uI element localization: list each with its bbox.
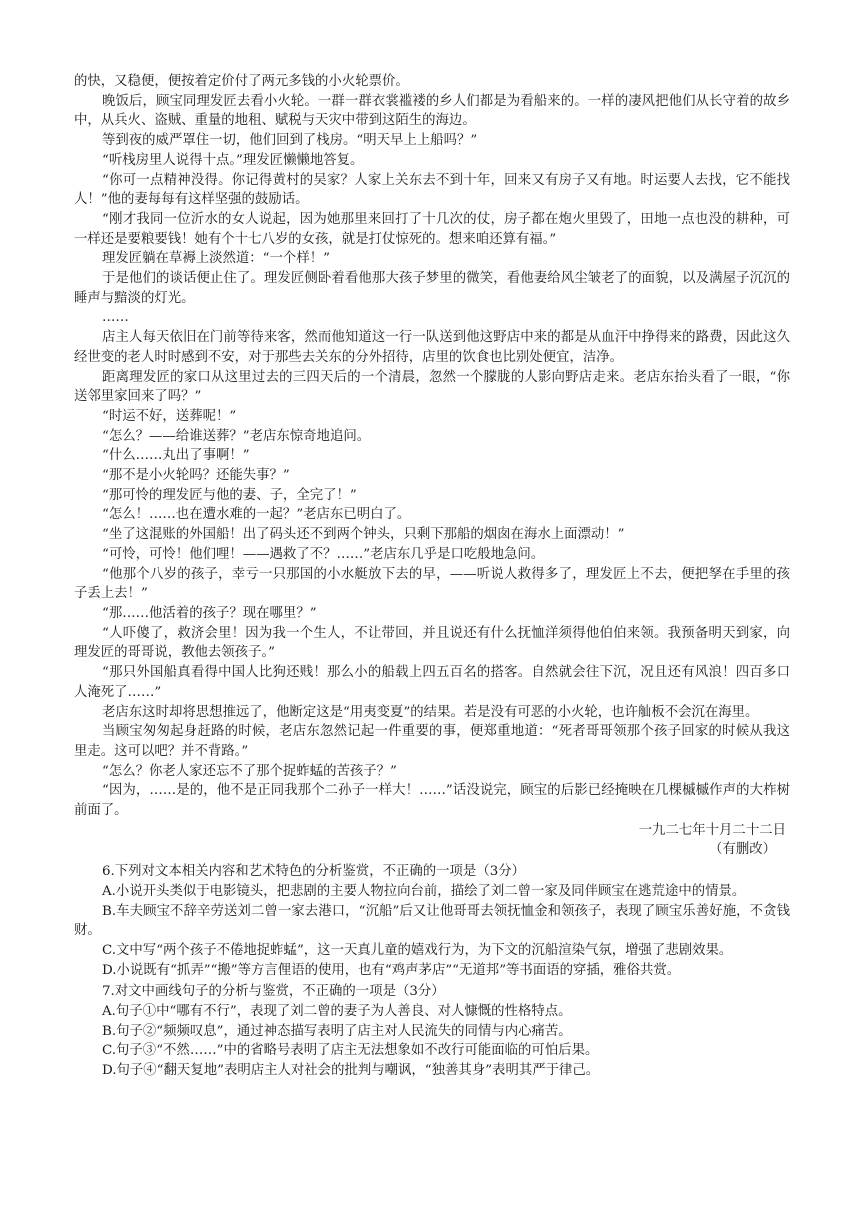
story-paragraph: “坐了这混账的外国船！出了码头还不到两个钟头，只剩下那船的烟囱在海水上面漂动！” (102, 527, 625, 543)
story-paragraph: 晚饭后，顾宝同理发匠去看小火轮。一群一群衣裳褴褛的乡人们都是为看船来的。一样的凄风把他们从长守着的故乡中，从兵火、盗贼、重量的地租、赋税与天灾中带到这陌生的海边。 (74, 93, 790, 129)
story-paragraph: 老店东这时却将思想推远了，他断定这是“用夷变夏”的结果。若是没有可恶的小火轮，也许舢板不会沉在海里。 (102, 704, 759, 720)
revision-note: （有删改） (709, 842, 776, 858)
answer-option: B.句子②“频频叹息”，通过神态描写表明了店主对人民流失的同情与内心痛苦。 (102, 1023, 572, 1039)
story-paragraph: …… (102, 310, 129, 326)
story-paragraph: “怎么？你老人家还忘不了那个捉蚱蜢的苦孩子？” (102, 763, 397, 779)
story-paragraph: “怎么！……也在遭水难的一起？”老店东已明白了。 (102, 507, 411, 523)
story-paragraph: “人吓傻了，救济会里！因为我一个生人，不让带回，并且说还有什么抚恤洋须得他伯伯来领。我预备明天到家，向理发匠的哥哥说，教他去领孩子。” (74, 625, 790, 661)
answer-option: C.句子③“不然……”中的省略号表明了店主无法想象如不改行可能面临的可怕后果。 (102, 1043, 599, 1059)
answer-option: D.句子④“翻天复地”表明店主人对社会的批判与嘲讽，“独善其身”表明其严于律己。 (102, 1063, 600, 1079)
story-paragraph: “他那个八岁的孩子，幸亏一只那国的小水艇放下去的早，——听说人救得多了，理发匠上不去，便把孥在手里的孩子丢上去！” (74, 566, 790, 602)
story-paragraph: 的快，又稳便，便按着定价付了两元多钱的小火轮票价。 (74, 74, 409, 89)
story-paragraph: “因为，……是的，他不是正同我那个二孙子一样大！……”话没说完，顾宝的后影已经掩映在几棵槭槭作声的大柞树前面了。 (74, 783, 790, 819)
question-stem: 7.对文中画线句子的分析与鉴赏，不正确的一项是（3分） (102, 984, 445, 1000)
answer-option: A.句子①中“哪有不行”，表现了刘二曾的妻子为人善良、对人慷慨的性格特点。 (102, 1004, 572, 1020)
story-text (74, 72, 790, 821)
story-paragraph: 距离理发匠的家口从这里过去的三四天后的一个清晨，忽然一个朦胧的人影向野店走来。老店东抬头看了一眼，“你送邻里家回来了吗？” (74, 369, 790, 405)
story-paragraph: “怎么？——给谁送葬？”老店东惊奇地追问。 (102, 428, 371, 444)
story-paragraph: “刚才我同一位沂水的女人说起，因为她那里来回打了十几次的仗，房子都在炮火里毁了，田地一点也没的耕种，可一样还是要粮要钱！她有个十七八岁的女孩，就是打仗惊死的。想来咱还算有福。” (74, 211, 790, 247)
story-paragraph: 于是他们的谈话便止住了。理发匠侧卧着看他那大孩子梦里的微笑，看他妻给风尘皱老了的面貌，以及满屋子沉沉的睡声与黯淡的灯光。 (74, 271, 790, 306)
question-stem: 6.下列对文本相关内容和艺术特色的分析鉴赏，不正确的一项是（3分） (102, 864, 526, 880)
story-paragraph: 等到夜的威严罩住一切，他们回到了栈房。“明天早上上船吗？” (102, 133, 478, 149)
story-paragraph: “什么……丸出了事啊！” (102, 448, 250, 464)
story-paragraph: “你可一点精神没得。你记得黄村的吴家？人家上关东去不到十年，回来又有房子又有地。时运要人去找，它不能找人！”他的妻每每有这样坚强的鼓励话。 (74, 172, 790, 208)
story-paragraph: 店主人每天依旧在门前等待来客，然而他知道这一行一队送到他这野店中来的都是从血汗中挣得来的路费，因此这久经世变的老人时时感到不安，对于那些去关东的分外招待，店里的饮食也比别处便宜，洁净。 (74, 330, 790, 365)
answer-option: C.文中写“两个孩子不倦地捉蚱蜢”，这一天真儿童的嬉戏行为，为下文的沉船渲染气氛，增强了悲剧效果。 (102, 942, 733, 958)
story-paragraph: “时运不好，送葬呢！” (102, 408, 237, 424)
story-paragraph: 当顾宝匆匆起身赶路的时候，老店东忽然记起一件重要的事，便郑重地道：“死者哥哥领那个孩子回家的时候从我这里走。这可以吧？并不背路。” (74, 724, 790, 759)
answer-option: D.小说既有“抓弄”“搬”等方言俚语的使用，也有“鸡声茅店”“无道邦”等书面语的穿插，雅俗共赏。 (102, 962, 681, 978)
story-paragraph: “那……他活着的孩子？现在哪里？” (102, 605, 317, 621)
story-paragraph: “那只外国船真看得中国人比狗还贱！那么小的船载上四五百名的搭客。自然就会往下沉，况且还有风浪！四百多口人淹死了……” (74, 665, 790, 700)
answer-option: A.小说开头类似于电影镜头，把悲剧的主要人物拉向台前，描绘了刘二曾一家及同伴顾宝在逃荒途中的情景。 (102, 883, 746, 899)
story-date: 一九二七年十月二十二日 (638, 822, 786, 838)
story-paragraph: “可怜，可怜！他们哩！——遇救了不？……”老店东几乎是口吃般地急问。 (102, 546, 545, 562)
story-paragraph: “那不是小火轮吗？还能失事？” (102, 468, 290, 484)
answer-option: B.车夫顾宝不辞辛劳送刘二曾一家去港口，“沉船”后又让他哥哥去领抚恤金和领孩子，表现了顾宝乐善好施，不贪钱财。 (74, 903, 790, 939)
story-paragraph: “听栈房里人说得十点。”理发匠懒懒地答复。 (102, 152, 364, 168)
question-section (74, 862, 790, 1081)
exam-page (74, 72, 790, 1081)
story-paragraph: “那可怜的理发匠与他的妻、子，全完了！” (102, 487, 357, 503)
story-paragraph: 理发匠躺在草褥上淡然道：“一个样！” (102, 251, 330, 267)
